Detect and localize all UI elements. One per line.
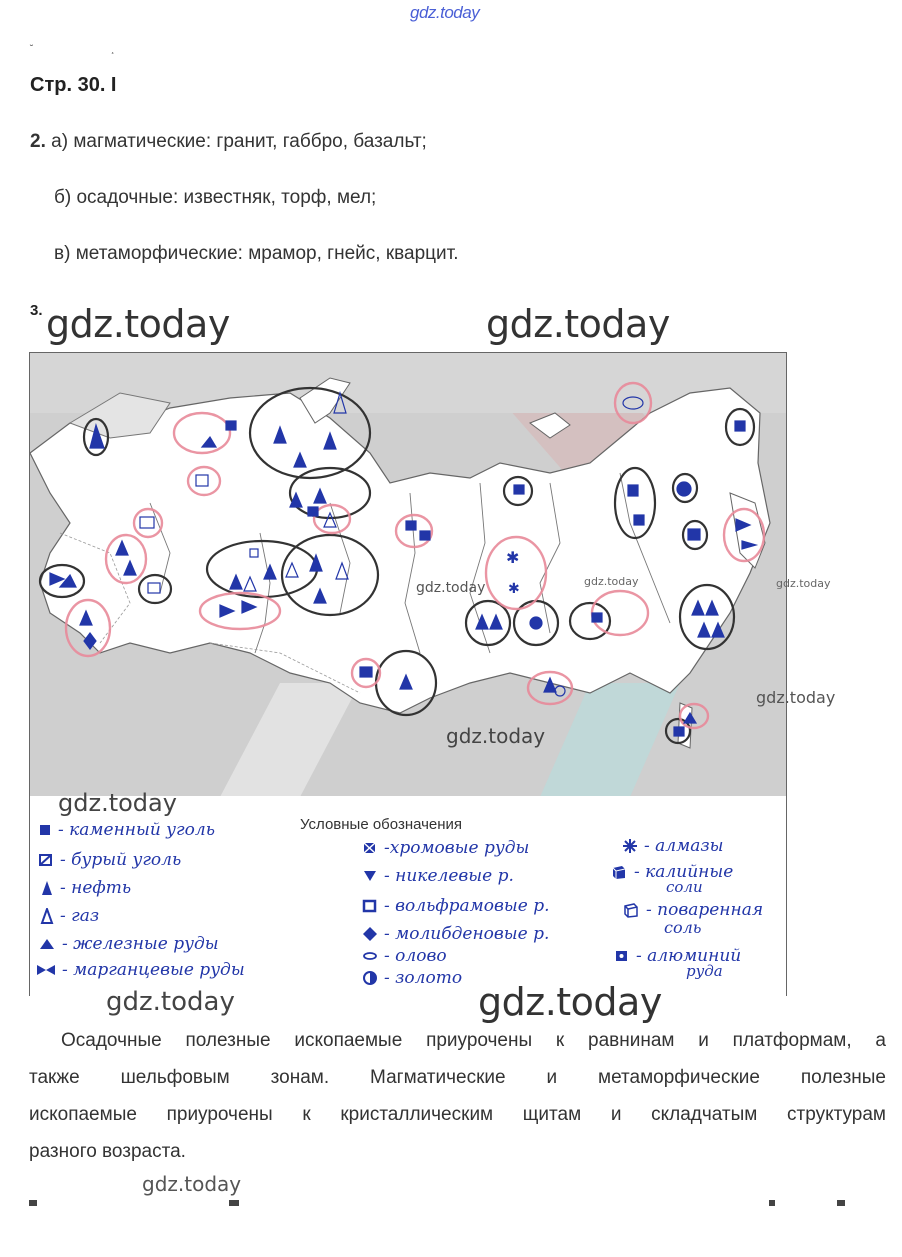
- legend-label: - газ: [60, 906, 100, 926]
- legend-label: - марганцевые руды: [62, 960, 245, 980]
- legend-label-continued: руда: [686, 962, 723, 980]
- legend-item-tungsten: [362, 896, 550, 916]
- crossed-square-icon: [38, 853, 54, 867]
- task2-line-a: [30, 131, 427, 153]
- legend-label: -хромовые руды: [384, 838, 530, 858]
- task2-line-c: в) метаморфические: мрамор, гнейс, кварцит.: [54, 243, 459, 264]
- legend-label: - молибденовые р.: [384, 924, 550, 944]
- paragraph-line-3: ископаемые приурочены к кристаллическим щитам и складчатым структурам: [29, 1104, 886, 1125]
- legend-label: - алмазы: [644, 836, 724, 856]
- watermark-top: gdz.today: [410, 3, 480, 22]
- legend-label-continued: соли: [666, 878, 703, 896]
- cube-icon: [610, 863, 628, 881]
- legend-item-coal: [38, 820, 215, 840]
- legend-label: - олово: [384, 946, 447, 966]
- x-square-icon: [362, 841, 378, 855]
- legend-item-potash: [610, 862, 733, 896]
- svg-text:✱: ✱: [506, 550, 520, 567]
- hollow-square-icon: [362, 899, 378, 913]
- cube-outline-icon: [622, 901, 640, 919]
- flat-triangle-icon: [38, 937, 56, 951]
- filled-triangle-icon: [40, 880, 54, 896]
- watermark-2: gdz.today: [486, 302, 670, 346]
- task2-number: 2.: [30, 131, 46, 152]
- map-legend: [29, 796, 787, 996]
- down-triangle-icon: [362, 869, 378, 883]
- legend-item-diamonds: [622, 836, 723, 856]
- diamond-icon: [362, 926, 378, 942]
- watermark-9: gdz.today: [106, 987, 235, 1017]
- map-drawing: [30, 353, 786, 797]
- legend-item-gas: [40, 906, 99, 926]
- dotted-square-icon: [614, 949, 630, 963]
- conclusion-paragraph: [29, 1022, 886, 1170]
- paragraph-line-2: также шельфовым зонам. Магматические и метаморфические полезные: [29, 1067, 886, 1088]
- legend-label: - нефть: [60, 878, 132, 898]
- legend-title: Условные обозначения: [300, 816, 463, 833]
- russia-minerals-map: [29, 352, 787, 798]
- legend-label: - алюминий: [636, 946, 742, 966]
- legend-item-nickel: [362, 866, 514, 886]
- legend-label: - вольфрамовые р.: [384, 896, 550, 916]
- watermark-7: gdz.today: [446, 724, 546, 748]
- half-circle-icon: [362, 970, 378, 986]
- legend-label: - бурый уголь: [60, 850, 182, 870]
- watermark-8: gdz.today: [58, 789, 177, 817]
- bowtie-icon: [36, 963, 56, 977]
- legend-item-iron-ore: [38, 934, 219, 954]
- legend-item-chrome: [362, 838, 529, 858]
- paragraph-line-1: Осадочные полезные ископаемые приурочены к равнинам и платформам, а: [61, 1030, 886, 1051]
- legend-item-manganese: [36, 960, 245, 980]
- watermark-11: gdz.today: [142, 1172, 242, 1196]
- legend-label-continued: соль: [664, 918, 702, 937]
- legend-label: - каменный уголь: [58, 820, 215, 840]
- legend-item-aluminium: [614, 946, 741, 980]
- task3-number: 3.: [30, 302, 43, 319]
- paragraph-line-4: разного возраста.: [29, 1141, 186, 1162]
- legend-label: - никелевые р.: [384, 866, 514, 886]
- asterisk-icon: [622, 838, 638, 854]
- watermark-10: gdz.today: [478, 980, 662, 1024]
- legend-label: - железные руды: [62, 934, 219, 954]
- task2-line-b: б) осадочные: известняк, торф, мел;: [54, 187, 377, 208]
- svg-text:✱: ✱: [508, 580, 520, 596]
- outline-triangle-icon: [40, 908, 54, 924]
- legend-item-oil: [40, 878, 131, 898]
- watermark-1: gdz.today: [46, 302, 230, 346]
- legend-label: - золото: [384, 968, 463, 988]
- oval-icon: [362, 950, 378, 962]
- cut-off-line: [29, 1196, 886, 1206]
- legend-item-molybdenum: [362, 924, 549, 944]
- watermark-3: gdz.today: [416, 580, 486, 596]
- watermark-5: gdz.today: [776, 577, 831, 590]
- page-title: Стр. 30. I: [30, 74, 117, 96]
- filled-square-icon: [38, 823, 52, 837]
- legend-item-brown-coal: [38, 850, 181, 870]
- watermark-4: gdz.today: [584, 575, 639, 588]
- legend-item-tin: [362, 946, 447, 966]
- legend-label: - калийные: [634, 862, 734, 882]
- cut-off-mark: ˘ ¸: [30, 44, 115, 55]
- legend-label: - поваренная: [646, 900, 764, 920]
- legend-item-rock-salt: [622, 900, 763, 937]
- task2-line-a-text: а) магматические: гранит, габбро, базальт;: [51, 131, 427, 152]
- legend-item-gold: [362, 968, 462, 988]
- watermark-6: gdz.today: [756, 688, 836, 707]
